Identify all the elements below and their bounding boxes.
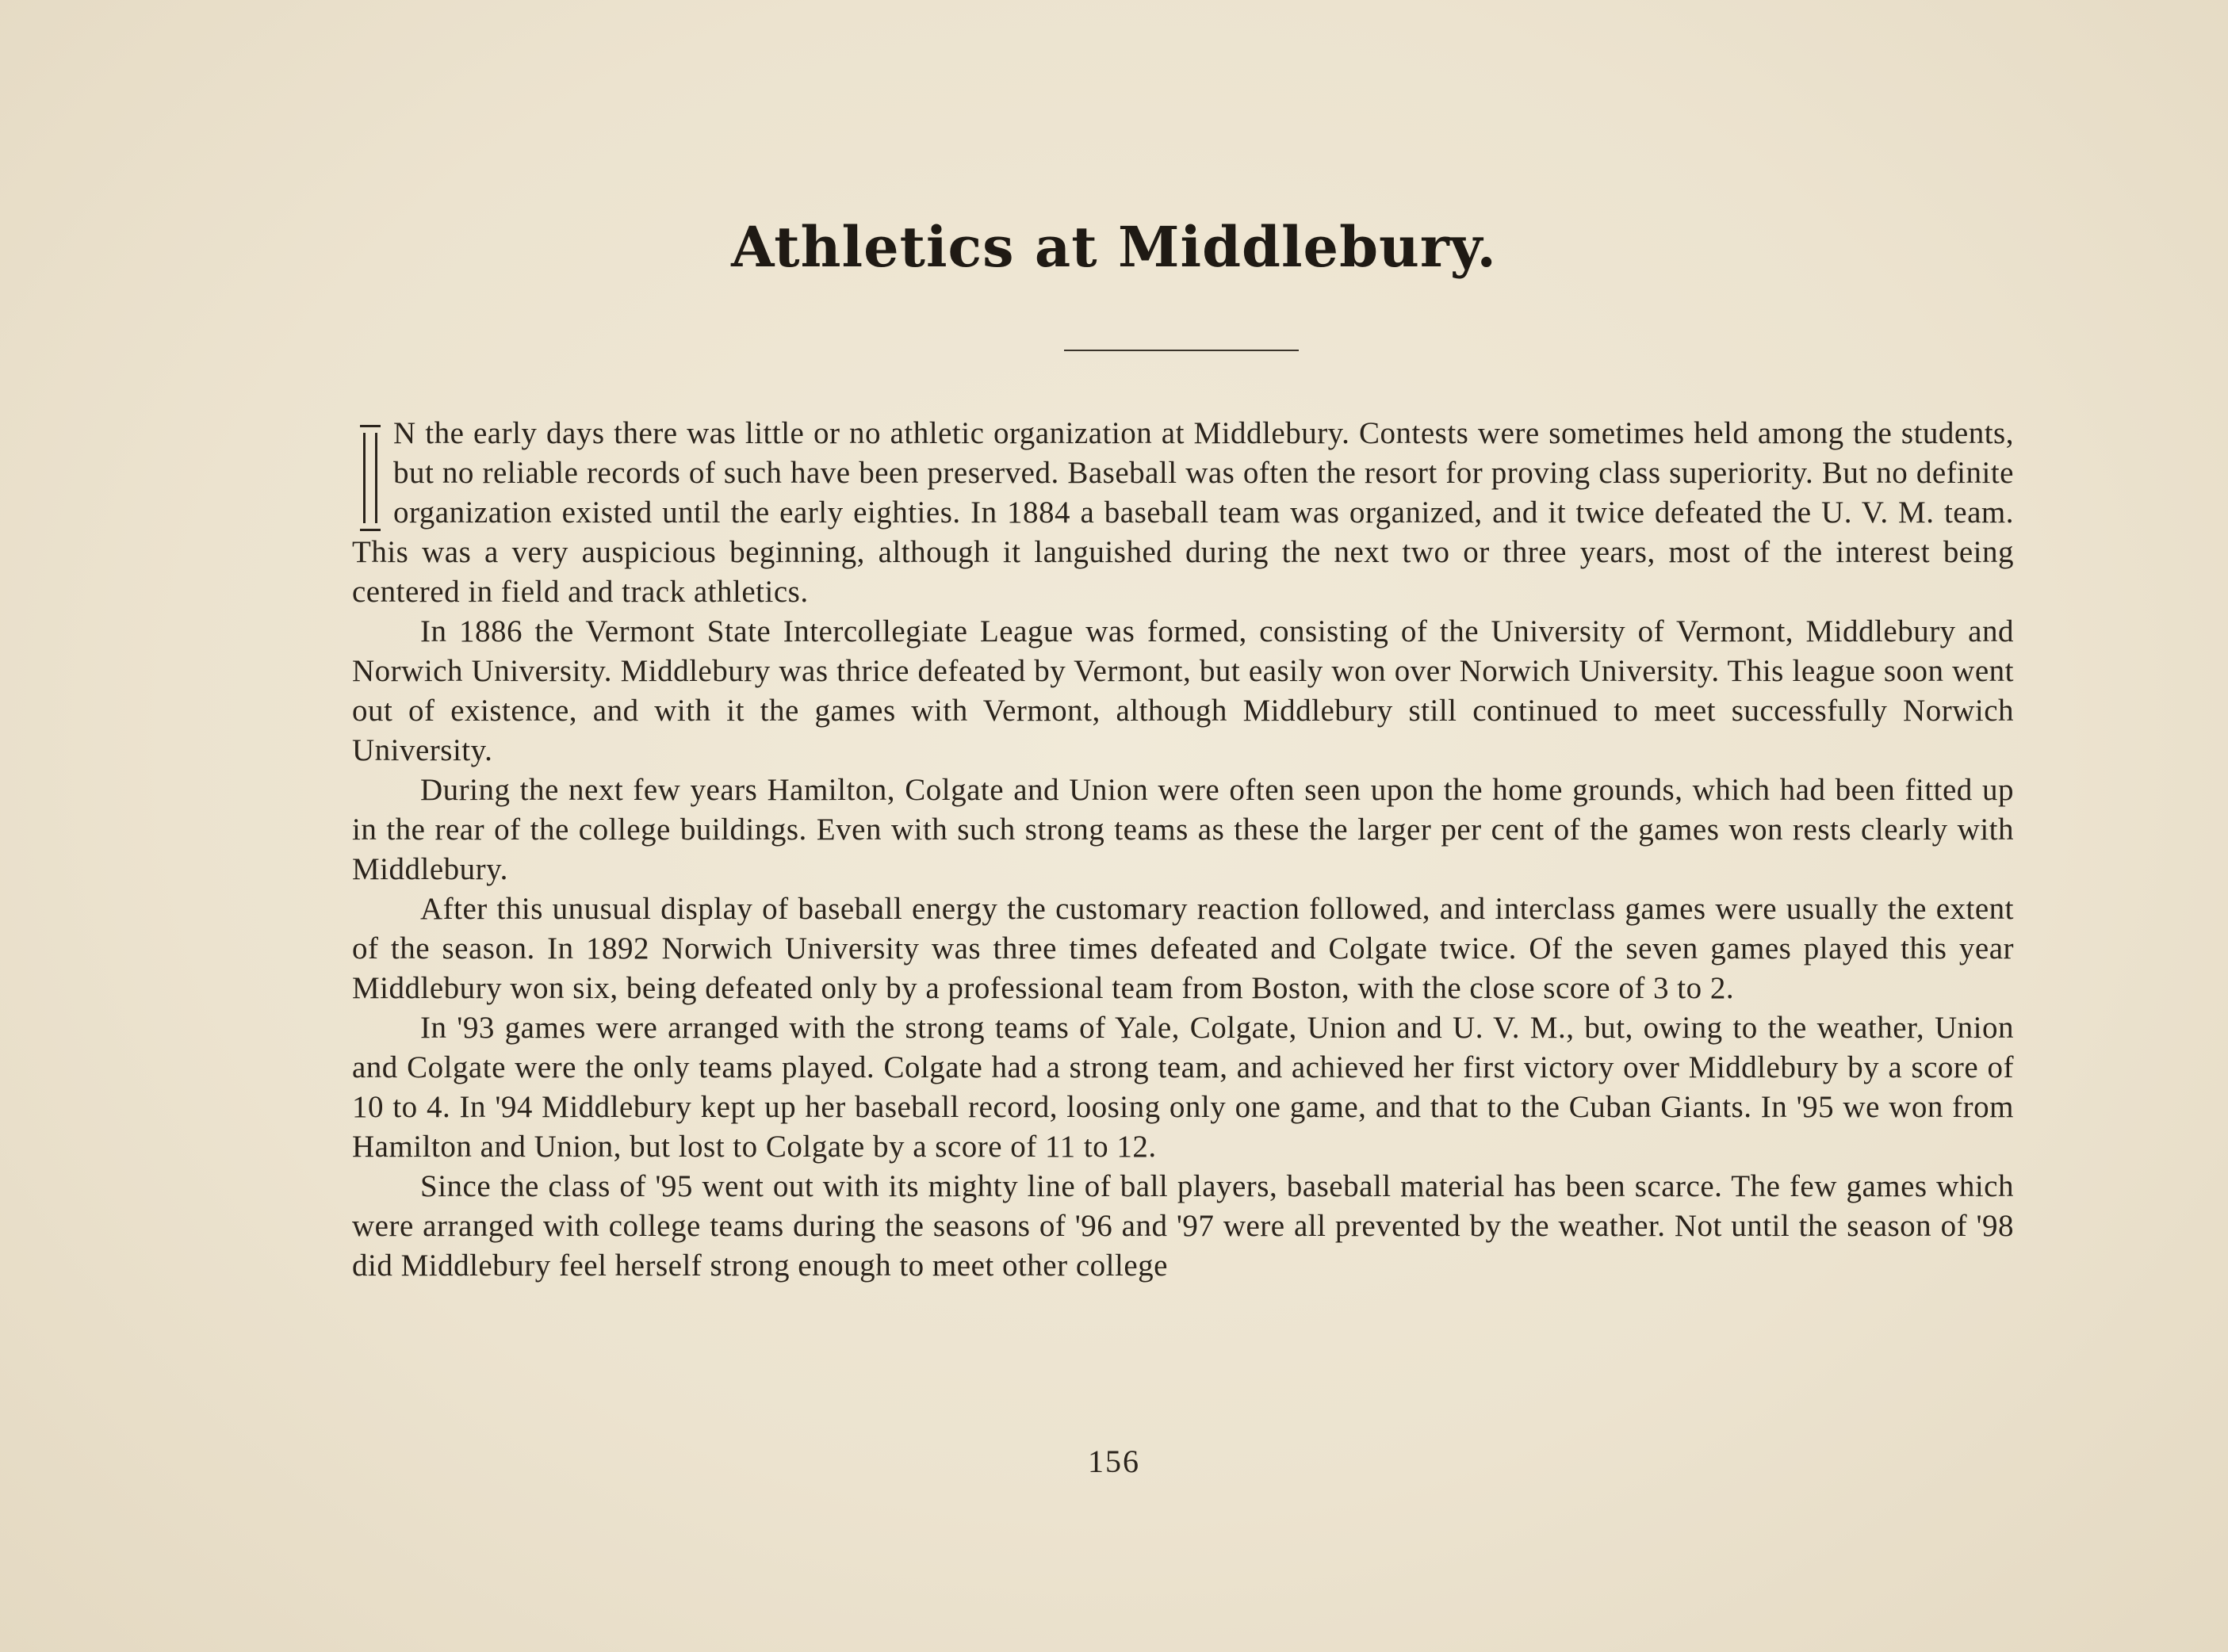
- title-divider: [1064, 350, 1299, 351]
- paragraph-5: In '93 games were arranged with the strong teams of Yale, Colgate, Union and U. V. M., but, owing to the weather, Union and Colgate were the only teams played. Colgate had a strong team, and achieved her first victory over Middlebury by a score of 10 to 4. In '94 Middlebury kept up her baseball record, loosing only one game, and that to the Cuban Giants. In '95 we won from Hamilton and Union, but lost to Colgate by a score of 11 to 12.: [352, 1011, 2014, 1164]
- paragraph-1-text: N the early days there was little or no athletic organization at Middlebury. Contests were sometimes held among the students, but no reliable records of such have been preserved. Baseball was often the resort for proving class superiority. But no definite organization existed until the early eighties. In 1884 a baseball team was organized, and it twice defeated the U. V. M. team. This was a very auspicious beginning, although it languished during the next two or three years, most of the interest being centered in field and track athletics.: [352, 416, 2014, 609]
- article-body: [352, 414, 2014, 1286]
- page-number: 156: [1088, 1444, 1140, 1479]
- paragraph-3: During the next few years Hamilton, Colgate and Union were often seen upon the home grounds, which had been fitted up in the rear of the college buildings. Even with such strong teams as these the larger per cent of the games won rests clearly with Middlebury.: [352, 773, 2014, 886]
- paragraph-4: After this unusual display of baseball energy the customary reaction followed, and interclass games were usually the extent of the season. In 1892 Norwich University was three times defeated and Colgate twice. Of the seven games played this year Middlebury won six, being defeated only by a professional team from Boston, with the close score of 3 to 2.: [352, 892, 2014, 1005]
- paragraph-2: In 1886 the Vermont State Intercollegiate League was formed, consisting of the University of Vermont, Middlebury and Norwich University. Middlebury was thrice defeated by Vermont, but easily won over Norwich University. This league soon went out of existence, and with it the games with Vermont, although Middlebury still continued to meet successfully Norwich University.: [352, 614, 2014, 767]
- paragraph-6: Since the class of '95 went out with its mighty line of ball players, baseball material has been scarce. The few games which were arranged with college teams during the seasons of '96 and '97 were all prevented by the weather. Not until the season of '98 did Middlebury feel herself strong enough to meet other college: [352, 1169, 2014, 1283]
- page-title: Athletics at Middlebury.: [731, 214, 1497, 280]
- paragraph-1: [352, 414, 2014, 612]
- drop-cap-initial: [360, 425, 381, 531]
